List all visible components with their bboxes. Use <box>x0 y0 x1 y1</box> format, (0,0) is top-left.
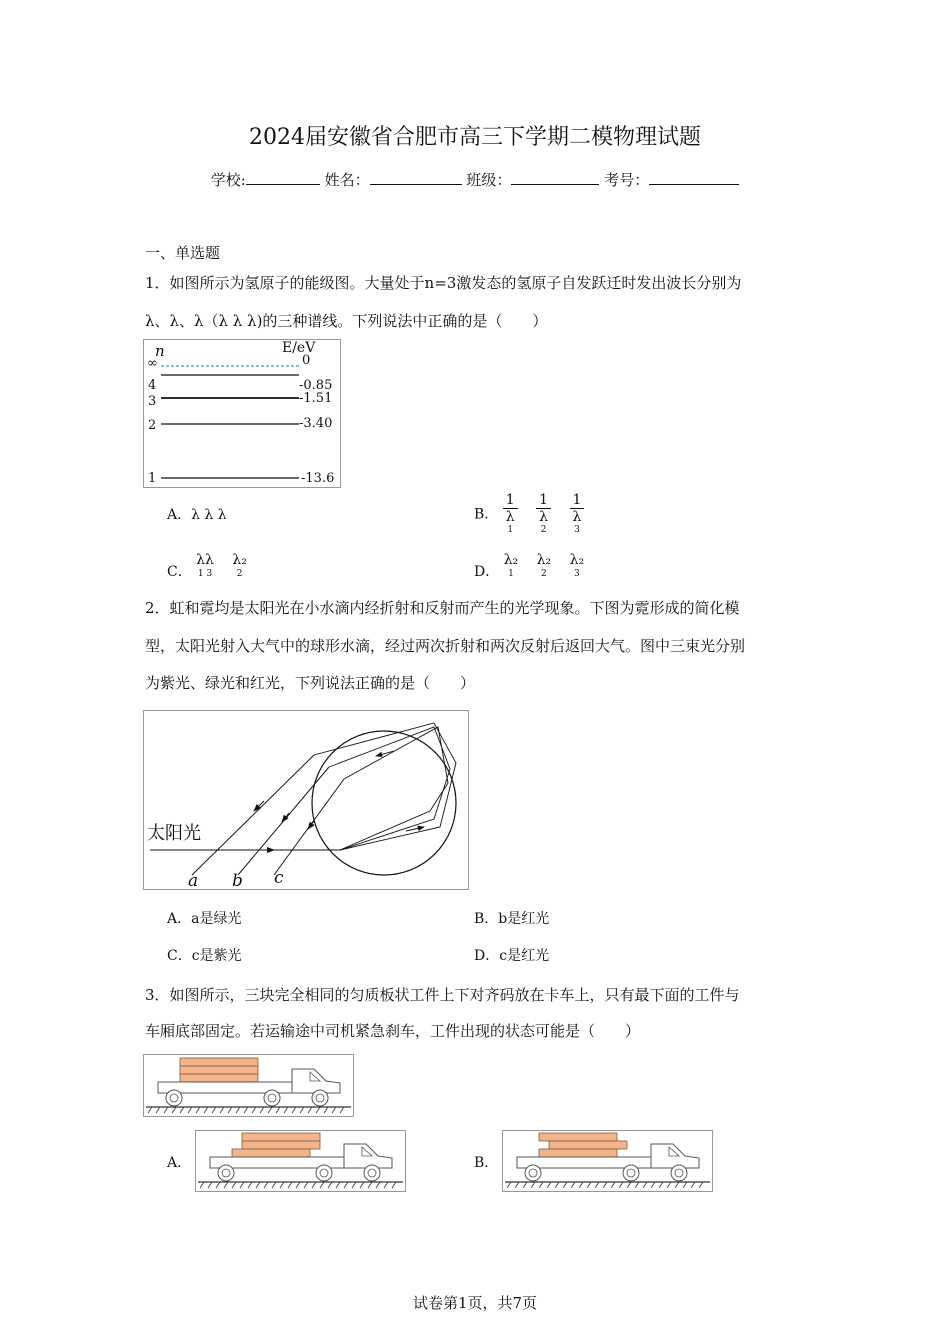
energy-axis-label: E/eV <box>282 340 316 356</box>
number-blank[interactable] <box>649 168 739 185</box>
plank-bottom <box>232 1149 310 1157</box>
truck-svg-a <box>196 1131 405 1191</box>
q3-option-b-label[interactable]: B． <box>474 1155 499 1171</box>
level-2-n: 2 <box>148 418 157 433</box>
q1-b-frac-3: 1 λ 3 <box>570 492 585 535</box>
wheel <box>264 1090 280 1106</box>
q1-b-frac-2: 1 λ 2 <box>536 492 551 535</box>
q1-b-frac-1: 1 λ 1 <box>503 492 518 535</box>
raindrop-diagram <box>143 710 469 890</box>
q2-option-b[interactable]: B．b是红光 <box>474 911 550 927</box>
q3-option-b-figure[interactable] <box>502 1130 713 1192</box>
ground-hatch <box>200 1182 396 1188</box>
ray-label-b: b <box>232 871 243 891</box>
level-2-e: -3.40 <box>299 416 333 431</box>
exit-ray-b <box>238 767 329 875</box>
q1-option-b[interactable] <box>474 492 598 535</box>
level-1-e: -13.6 <box>301 471 335 486</box>
energy-level-diagram <box>143 339 341 488</box>
n-axis-label: n <box>155 342 165 360</box>
level-4-n: 4 <box>148 378 157 393</box>
level-3-n: 3 <box>148 394 157 409</box>
sunlight-label: 太阳光 <box>147 823 201 844</box>
q1-option-b-prefix: B． <box>474 506 499 523</box>
q2-option-d[interactable]: D．c是红光 <box>474 948 550 964</box>
q1-stem-line1: 1．如图所示为氢原子的能级图。大量处于n=3激发态的氢原子自发跃迁时发出波长分别为 <box>145 274 742 292</box>
ray-label-a: a <box>188 871 199 891</box>
truck-svg-b <box>503 1131 712 1191</box>
ray-path-b <box>329 727 450 850</box>
plank-middle <box>242 1141 320 1149</box>
wheel <box>364 1165 380 1181</box>
q1-stem-line2: λ、λ、λ（λ λ λ)的三种谱线。下列说法中正确的是（ ） <box>145 312 548 330</box>
q2-stem-line3: 为紫光、绿光和红光，下列说法正确的是（ ） <box>145 674 476 692</box>
level-1-n: 1 <box>148 471 157 486</box>
q2-option-a[interactable]: A．a是绿光 <box>167 911 242 927</box>
plank-middle <box>180 1066 258 1074</box>
wheel <box>316 1165 332 1181</box>
q1-option-d[interactable] <box>474 553 584 581</box>
class-label: 班级： <box>466 171 512 189</box>
plank-top <box>180 1058 258 1066</box>
truck-figure-main <box>143 1054 354 1117</box>
plank-middle <box>549 1141 627 1149</box>
wheel <box>671 1165 687 1181</box>
wheel <box>623 1165 639 1181</box>
wheel <box>218 1165 234 1181</box>
level-3-e: -1.51 <box>299 391 333 406</box>
school-blank[interactable] <box>246 168 320 185</box>
q1-d-item-3: λ₂ 3 <box>569 552 585 579</box>
number-label: 考号： <box>604 171 650 189</box>
page-footer: 试卷第1页，共7页 <box>412 1294 538 1312</box>
q1-option-c-prefix: C． <box>167 564 192 580</box>
level-inf-e: 0 <box>302 353 311 368</box>
truck-svg-main <box>144 1055 353 1116</box>
name-blank[interactable] <box>370 168 462 185</box>
q1-option-a[interactable]: A．λ λ λ <box>167 507 227 523</box>
ground-hatch <box>507 1182 703 1188</box>
student-info-row <box>0 168 950 190</box>
q1-c-item-1: λλ 1 3 <box>196 552 214 579</box>
wheel <box>525 1165 541 1181</box>
plank-bottom <box>180 1074 258 1082</box>
wheel <box>166 1090 182 1106</box>
class-blank[interactable] <box>511 168 599 185</box>
q2-option-c[interactable]: C．c是紫光 <box>167 948 242 964</box>
q3-option-a-figure[interactable] <box>195 1130 406 1192</box>
arrow-b <box>282 813 289 822</box>
water-droplet <box>312 731 456 875</box>
q3-option-a-label[interactable]: A． <box>167 1155 192 1171</box>
ground-hatch <box>148 1107 344 1113</box>
q1-option-c[interactable] <box>167 553 247 581</box>
arrow-c <box>308 821 314 829</box>
q1-d-item-1: λ₂ 1 <box>503 552 519 579</box>
q1-option-d-prefix: D． <box>474 564 500 580</box>
q2-stem-line2: 型，太阳光射入大气中的球形水滴，经过两次折射和两次反射后返回大气。图中三束光分别 <box>145 637 746 655</box>
section-heading: 一、单选题 <box>145 244 221 262</box>
plank-bottom <box>539 1149 617 1157</box>
q3-stem-line1: 3．如图所示，三块完全相同的匀质板状工件上下对齐码放在卡车上，只有最下面的工件与 <box>145 986 740 1004</box>
arrow-inside-2 <box>376 751 394 756</box>
q3-stem-line2: 车厢底部固定。若运输途中司机紧急刹车，工件出现的状态可能是（ ） <box>145 1022 641 1040</box>
level-4-e: -0.85 <box>299 378 333 393</box>
ray-label-c: c <box>274 868 284 888</box>
raindrop-svg <box>144 711 468 889</box>
energy-level-svg <box>144 340 340 487</box>
plank-top <box>242 1133 320 1141</box>
school-label: 学校: <box>210 171 246 189</box>
page-title: 2024届安徽省合肥市高三下学期二模物理试题 <box>249 125 701 150</box>
q1-d-item-2: λ₂ 2 <box>536 552 552 579</box>
q2-stem-line1: 2．虹和霓均是太阳光在小水滴内经折射和反射而产生的光学现象。下图为霓形成的简化模 <box>145 599 740 617</box>
ray-path-c <box>340 727 448 850</box>
q1-c-item-2: λ₂ 2 <box>232 552 247 579</box>
plank-top <box>539 1133 617 1141</box>
name-label: 姓名： <box>324 171 370 189</box>
wheel <box>312 1090 328 1106</box>
level-inf-n: ∞ <box>147 356 158 371</box>
